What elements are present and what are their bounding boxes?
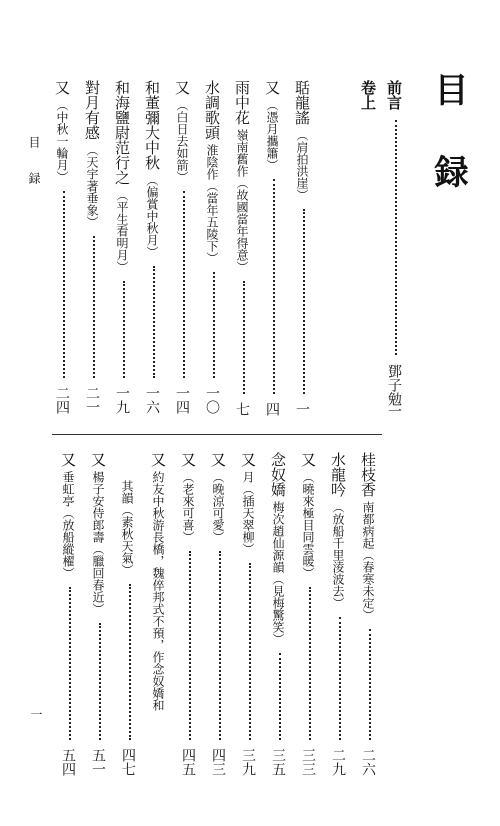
toc-entry-heading (292, 80, 313, 201)
toc-page-number: 四 (264, 402, 280, 416)
leader-dots (279, 653, 281, 740)
toc-entry-title: 又 (53, 80, 71, 95)
toc-entry-note: 垂虹亭（放船縱櫂） (61, 471, 75, 579)
toc-entry-note: 其韻（素秋天氣） (120, 480, 134, 576)
toc-page-number: 一六 (144, 386, 160, 414)
leader-dots (309, 587, 311, 740)
section-divider (52, 434, 382, 435)
toc-entry-heading (52, 80, 73, 183)
toc-entry (52, 80, 78, 420)
toc-entry-title: 又 (179, 452, 197, 467)
toc-entry-note: （晚涼可愛） (211, 471, 225, 543)
toc-entry-note: 南都病起（春寒未定） (361, 501, 375, 621)
toc-entry-heading (82, 80, 103, 228)
toc-entry-title: 又 (173, 80, 191, 95)
toc-entry-note: 淮陰作（當年五陵下） (205, 144, 219, 264)
leader-dots (303, 209, 305, 394)
toc-entry-heading (142, 80, 163, 258)
toc-entry-heading (208, 452, 229, 543)
toc-entry-note: （憑月攜簫） (265, 99, 279, 171)
toc-page-number: 一〇 (204, 386, 220, 414)
toc-entry (118, 476, 144, 782)
toc-page-number: 二一 (84, 386, 100, 414)
leader-dots (63, 191, 65, 378)
page-number: 一 (29, 708, 43, 720)
toc-entry-heading (58, 452, 79, 579)
leader-dots (249, 563, 251, 740)
toc-page-number: 一 (386, 404, 402, 418)
leader-dots (219, 551, 221, 740)
toc-entry-heading (298, 452, 319, 579)
leader-dots (243, 281, 245, 394)
toc-entry (178, 452, 204, 782)
toc-page-number: 五一 (90, 748, 106, 776)
leader-dots (273, 179, 275, 394)
toc-entry-note: 嶺南舊作（故國當年得意） (235, 129, 249, 273)
toc-entry-note: 月（插天翠柳） (241, 471, 255, 555)
toc-entry-note: （老來可喜） (181, 471, 195, 543)
toc-entry-note: （天宇著垂象） (85, 144, 99, 228)
toc-entry (268, 452, 294, 782)
toc-entry (88, 452, 114, 782)
volume-label-text: 卷上 (359, 80, 377, 110)
toc-entry (358, 452, 384, 782)
toc-entry-note: （偏賞中秋月） (145, 174, 159, 258)
toc-entry (148, 452, 174, 782)
toc-entry-heading (232, 80, 253, 273)
toc-page-number: 三三 (300, 748, 316, 776)
toc-entry-title: 又 (239, 452, 257, 467)
leader-dots (369, 629, 371, 740)
toc-entry-heading (202, 80, 223, 264)
toc-page-number: 四五 (180, 748, 196, 776)
toc-page-number: 三五 (270, 748, 286, 776)
toc-entry-title: 對月有感 (83, 80, 101, 140)
toc-entry-note: （平生看明月） (115, 189, 129, 273)
toc-entry-heading (268, 452, 289, 645)
leader-dots (183, 191, 185, 378)
toc-entry-title: 又 (263, 80, 281, 95)
toc-entry-note: 約友中秋游長橋，魏倅邦式不預，作念奴嬌和 (151, 471, 165, 711)
toc-entry-heading (112, 80, 133, 273)
toc-entry (82, 80, 108, 420)
toc-page-number: 二九 (330, 748, 346, 776)
toc-entry (298, 452, 324, 782)
toc-page-number: 四七 (120, 748, 136, 776)
toc-page-number: 四三 (210, 748, 226, 776)
toc-page-number: 七 (234, 402, 250, 416)
toc-page-number: 二六 (360, 748, 376, 776)
toc-entry-title: 前言 (385, 80, 403, 110)
toc-entry-title: 和董彌大中秋 (143, 80, 161, 170)
toc-entry-title: 又 (59, 452, 77, 467)
toc-entry-heading (148, 452, 169, 711)
toc-page-number: 一四 (174, 386, 190, 414)
toc-entry-title: 水龍吟 (329, 452, 347, 497)
toc-entry-title: 聒龍謠 (293, 80, 311, 125)
leader-dots (123, 281, 125, 378)
toc-entry-title: 桂枝香 (359, 452, 377, 497)
toc-page-number: 一 (294, 402, 310, 416)
toc-entry-note: （中秋一輪月） (55, 99, 69, 183)
leader-dots (395, 120, 397, 355)
toc-entry-note: （肩拍洪崖） (295, 129, 309, 201)
toc-entry-note: （曉來極目同雲暖） (301, 471, 315, 579)
toc-entry-note: 梅次趙仙源韻（見梅驚笑） (271, 501, 285, 645)
toc-entry-note: （白日去如箭） (175, 99, 189, 183)
toc-page-number: 五四 (60, 748, 76, 776)
toc-page-number: 二四 (54, 386, 70, 414)
toc-entry-title: 又 (209, 452, 227, 467)
toc-entry-title: 水調歌頭 (203, 80, 221, 140)
toc-page-number: 一九 (114, 386, 130, 414)
leader-dots (339, 617, 341, 740)
leader-dots (69, 587, 71, 740)
toc-entry-heading (178, 452, 199, 543)
toc-entry-note: （放船千里淩波去） (331, 501, 345, 609)
toc-entry (262, 80, 288, 420)
toc-entry-title: 雨中花 (233, 80, 251, 125)
toc-entry (142, 80, 168, 420)
toc-page-number: 三九 (240, 748, 256, 776)
page-title: 目 録 (428, 72, 468, 206)
leader-dots (189, 551, 191, 740)
leader-dots (129, 584, 131, 740)
toc-entry-preface (384, 80, 410, 420)
toc-entry (292, 80, 318, 420)
toc-entry-heading (358, 452, 379, 621)
toc-entry-heading (172, 80, 193, 183)
leader-dots (93, 236, 95, 378)
toc-entry-heading (328, 452, 349, 609)
toc-entry-title: 念奴嬌 (269, 452, 287, 497)
toc-entry (58, 452, 84, 782)
toc-entry-heading (262, 80, 283, 171)
toc-author: 鄧子勉 (386, 364, 402, 406)
toc-entry-heading (88, 452, 109, 615)
toc-entry-heading (118, 476, 136, 576)
toc-entry-title: 又 (89, 452, 107, 467)
volume-label (358, 80, 384, 140)
leader-dots (213, 272, 215, 378)
toc-entry (238, 452, 264, 782)
toc-entry-title: 又 (149, 452, 167, 467)
leader-dots (99, 623, 101, 740)
toc-entry (208, 452, 234, 782)
toc-entry (112, 80, 138, 420)
leader-dots (153, 266, 155, 378)
toc-entry (232, 80, 258, 420)
toc-entry (202, 80, 228, 420)
toc-entry-heading (238, 452, 259, 555)
toc-entry-title: 和海鹽尉范行之 (113, 80, 131, 185)
running-header: 目 録 (27, 136, 41, 194)
toc-entry-title: 又 (299, 452, 317, 467)
toc-entry (328, 452, 354, 782)
toc-entry (172, 80, 198, 420)
toc-entry-note: 楊子安侍郎壽（臘回春近） (91, 471, 105, 615)
